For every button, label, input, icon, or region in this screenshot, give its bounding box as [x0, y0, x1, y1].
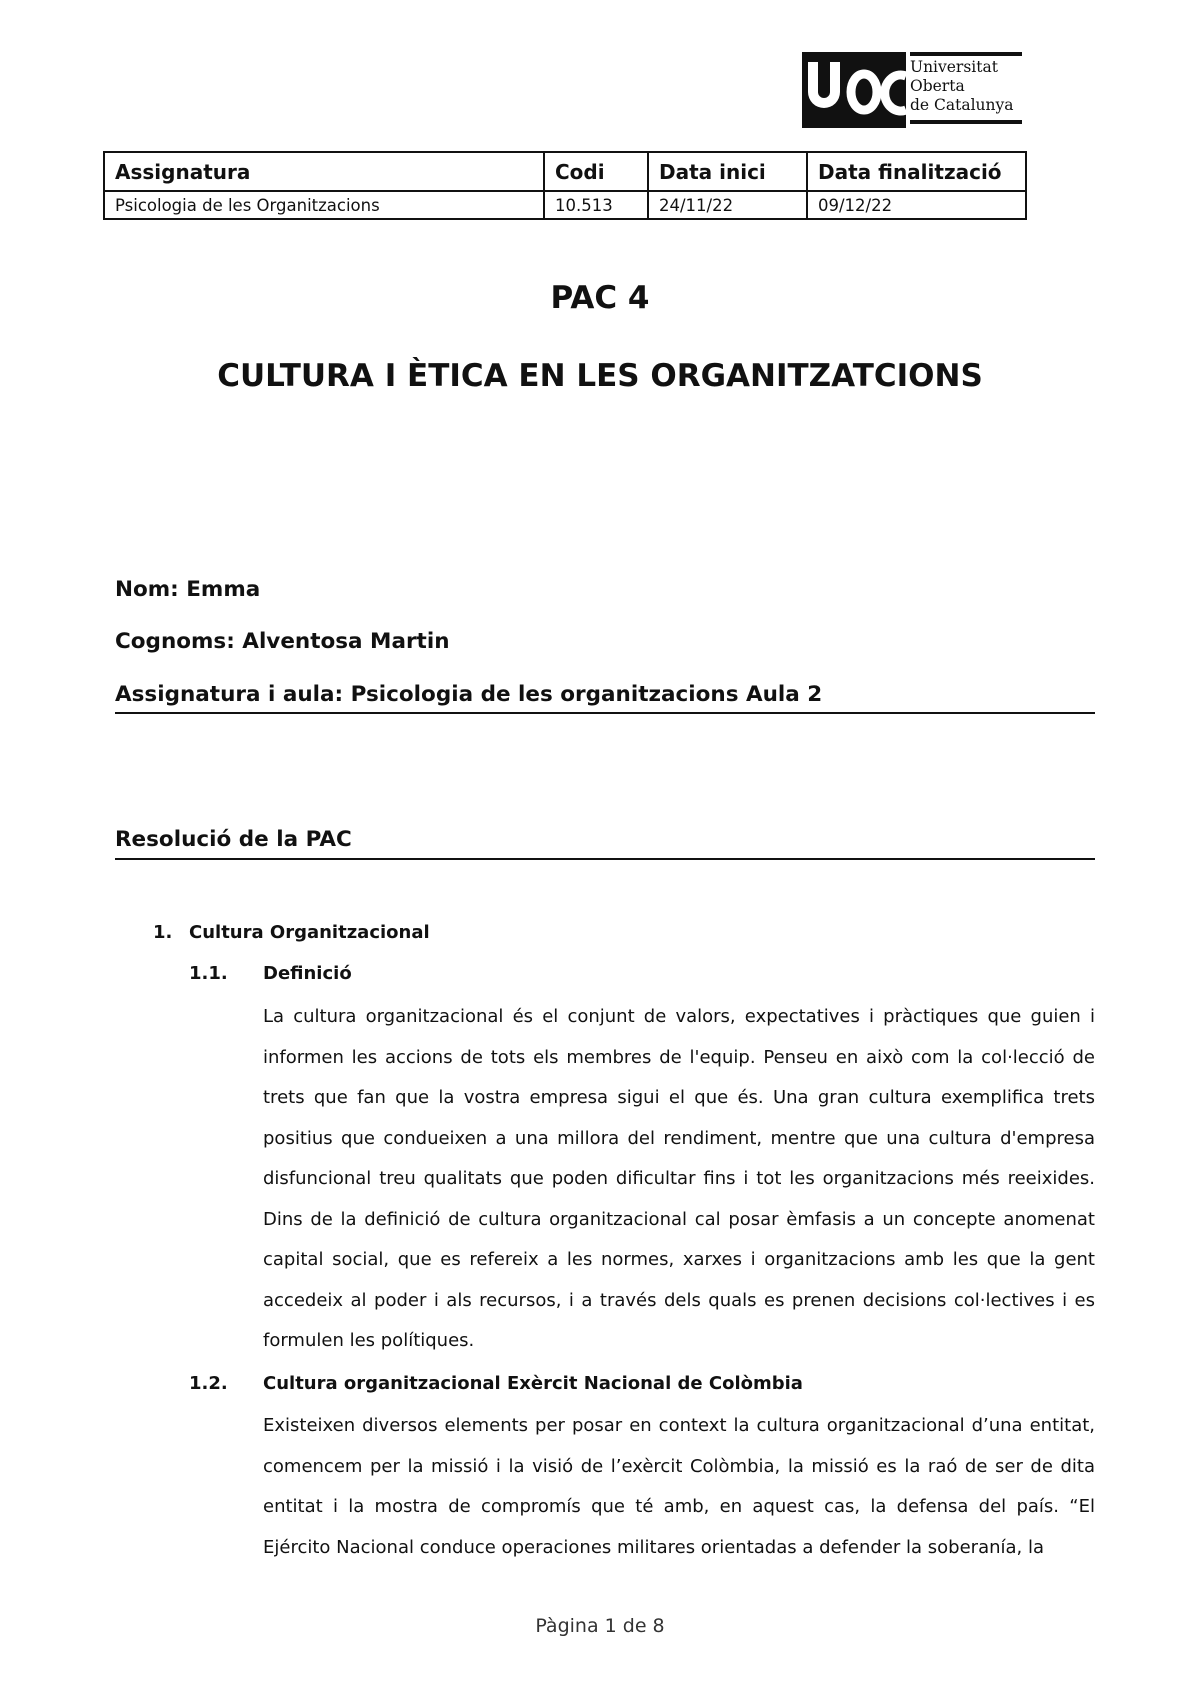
item-1-1-number: 1.1. [189, 963, 228, 984]
item-1-1-paragraph: La cultura organitzacional és el conjunt de valors, expectatives i pràctiques que guien i informen les accions de tots els membres de l'equip. Penseu en això com la col·lecció de trets que fan que la vostra empresa sigui el que és. Una gran cultura exemplifica trets positius que condueixen a una millora del rendiment, mentre que una cultura d'empresa disfuncional treu qualitats que poden dificultar fins i tot les organitzacions més reeixides. Dins de la definició de cultura organitzacional cal posar èmfasis a un concepte anomenat capital social, que es refereix a les normes, xarxes i organitzacions amb les que la gent accedeix al poder i als recursos, i a través dels quals es prenen decisions col·lectives i es formulen les polítiques. [263, 1006, 1095, 1351]
cell-data-inici: 24/11/22 [648, 191, 807, 219]
student-surnames: Cognoms: Alventosa Martin [115, 629, 450, 654]
section-rule [115, 858, 1095, 860]
page-number: Pàgina 1 de 8 [535, 1615, 665, 1637]
student-course-classroom: Assignatura i aula: Psicologia de les organitzacions Aula 2 [115, 682, 823, 707]
item-1-number: 1. [153, 922, 173, 943]
section-title: Resolució de la PAC [115, 827, 352, 852]
cell-assignatura: Psicologia de les Organitzacions [104, 191, 544, 219]
table-header-row [104, 152, 1026, 191]
document-subtitle: CULTURA I ÈTICA EN LES ORGANITZATCIONS [217, 358, 983, 394]
uoc-logo [802, 52, 1024, 136]
uoc-logo-mark [802, 52, 906, 128]
item-1-2-number: 1.2. [189, 1373, 228, 1394]
table-row [104, 191, 1026, 219]
header-assignatura: Assignatura [104, 152, 544, 191]
item-1-1-title: Definició [263, 963, 352, 984]
item-1-2-paragraph: Existeixen diversos elements per posar en context la cultura organitzacional d’una entitat, comencem per la missió i la visió de l’exèrcit Colòmbia, la missió es la raó de ser de dita entitat i la mostra de compromís que té amb, en aquest cas, la defensa del país. “El Ejército Nacional conduce operaciones militares orientadas a defender la soberanía, la [263, 1415, 1095, 1558]
student-name: Nom: Emma [115, 577, 261, 602]
header-data-inici: Data inici [648, 152, 807, 191]
uoc-logo-text: Universitat Oberta de Catalunya [910, 58, 1014, 114]
header-data-finalitzacio: Data finalització [807, 152, 1026, 191]
logo-bottom-rule [910, 120, 1022, 124]
header-codi: Codi [544, 152, 648, 191]
item-1-2-title: Cultura organitzacional Exèrcit Nacional de Colòmbia [263, 1373, 803, 1394]
logo-top-rule [910, 52, 1022, 56]
item-1-title: Cultura Organitzacional [189, 922, 430, 943]
cell-codi: 10.513 [544, 191, 648, 219]
cell-data-finalitzacio: 09/12/22 [807, 191, 1026, 219]
course-info-table [103, 151, 1027, 220]
divider-rule [115, 712, 1095, 714]
document-title: PAC 4 [550, 280, 650, 316]
